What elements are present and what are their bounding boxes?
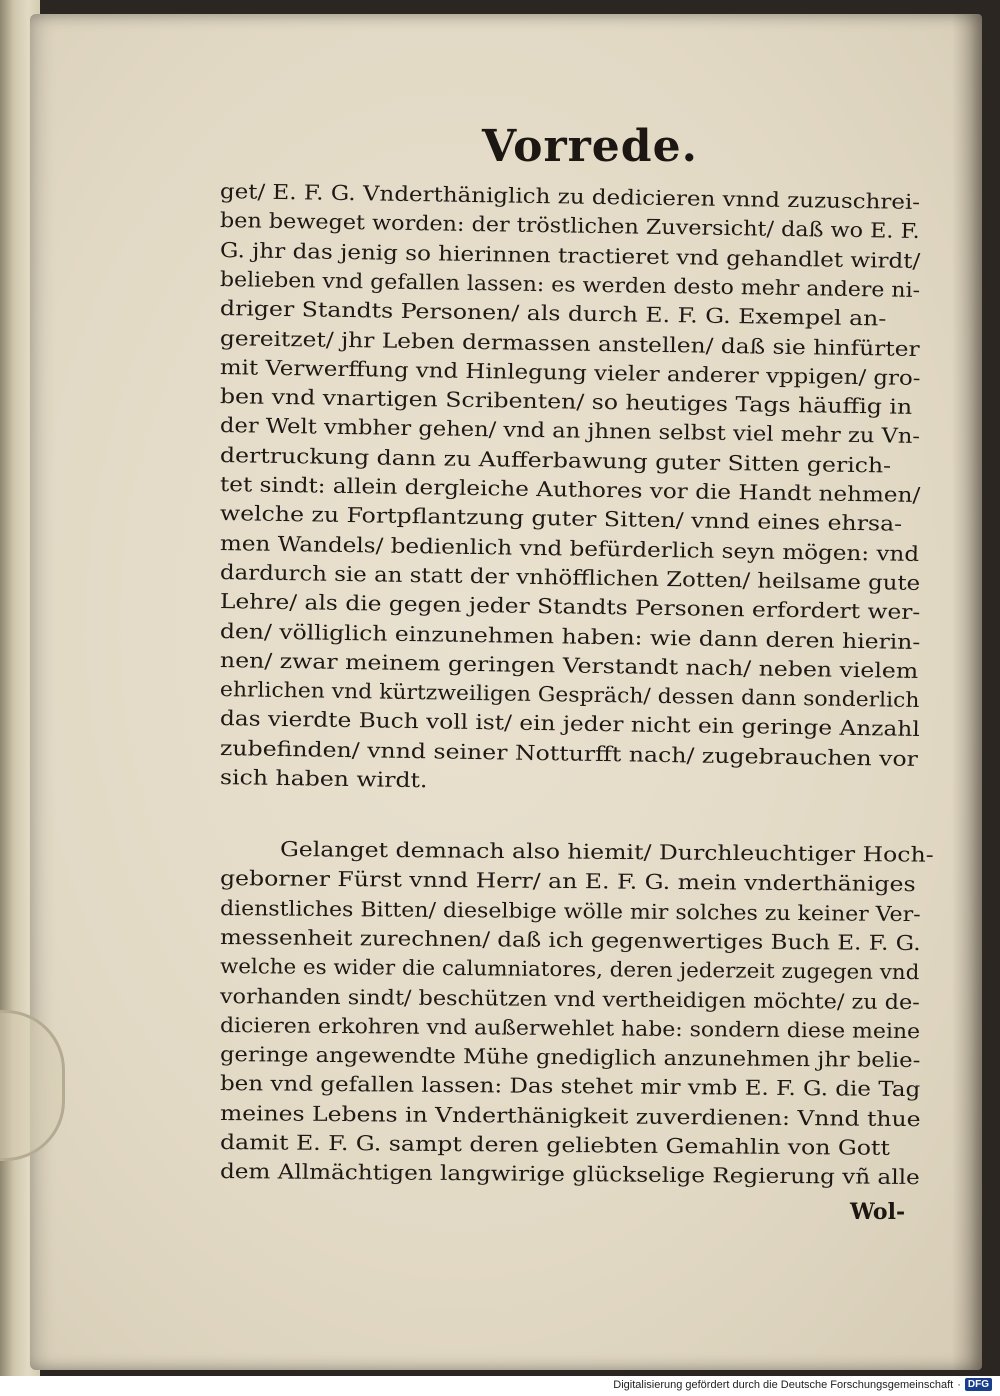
text-line: ben beweget worden: der tröstlichen Zuversicht/ daß wo E. F. <box>219 208 920 244</box>
text-line: welche es wider die calumniatores, deren jederzeit zugegen vnd <box>219 954 920 985</box>
text-line: dicieren erkohren vnd außerwehlet habe: sondern diese meine <box>219 1012 921 1043</box>
text-line: driger Standts Personen/ als durch E. F. G. Exempel an- <box>219 296 887 331</box>
text-line: Gelanget demnach also hiemit/ Durchleuchtiger Hoch- <box>279 837 934 867</box>
text-body <box>30 14 982 1370</box>
text-line: den/ völliglich einzunehmen haben: wie dann deren hierin- <box>219 618 921 654</box>
footer-credit: Digitalisierung gefördert durch die Deutsche Forschungsgemeinschaft · DFG <box>613 1378 992 1391</box>
text-line: sich haben wirdt. <box>219 765 428 793</box>
text-line: ben vnd gefallen lassen: Das stehet mir vmb E. F. G. die Tag <box>219 1071 921 1102</box>
text-line: ben vnd vnartigen Scribenten/ so heutiges Tags häuffig in <box>219 384 913 419</box>
text-line: men Wandels/ bedienlich vnd befürderlich seyn mögen: vnd <box>219 530 920 566</box>
text-line: meines Lebens in Vnderthänigkeit zuverdienen: Vnnd thue <box>219 1100 921 1131</box>
text-line: ehrlichen vnd kürtzweiligen Gespräch/ dessen dann sonderlich <box>219 677 920 713</box>
page-heading: Vorrede. <box>482 121 698 172</box>
catchword: Wol- <box>850 1199 906 1225</box>
text-line: dienstliches Bitten/ dieselbige wölle mir solches zu keiner Ver- <box>219 895 921 926</box>
text-line: nen/ zwar meinem geringen Verstandt nach/ neben vielem <box>219 647 919 683</box>
text-line: geborner Fürst vnnd Herr/ an E. F. G. mein vnderthäniges <box>219 866 916 897</box>
text-line: gereitzet/ jhr Leben dermassen anstellen/ daß sie hinfürter <box>219 325 920 361</box>
text-line: damit E. F. G. sampt deren geliebten Gemahlin von Gott <box>219 1130 891 1160</box>
text-line: mit Verwerffung vnd Hinlegung vieler anderer vppigen/ gro- <box>219 354 921 390</box>
text-line: belieben vnd gefallen lassen: es werden desto mehr andere ni- <box>219 266 921 302</box>
text-line: messenheit zurechnen/ daß ich gegenwertiges Buch E. F. G. <box>219 924 921 956</box>
text-line: dertruckung dann zu Aufferbawung guter Sitten gerich- <box>219 442 892 478</box>
book-page <box>30 14 982 1370</box>
text-line: welche zu Fortpflantzung guter Sitten/ vnnd eines ehrsa- <box>219 501 903 537</box>
text-line: geringe angewendte Mühe gnediglich anzunehmen jhr belie- <box>219 1042 921 1073</box>
dfg-logo-icon: DFG <box>965 1378 992 1391</box>
text-line: vorhanden sindt/ beschützen vnd vertheidigen möchte/ zu de- <box>219 983 920 1014</box>
text-line: Lehre/ als die gegen jeder Standts Personen erfordert wer- <box>219 589 921 625</box>
text-line: das vierdte Buch voll ist/ ein jeder nicht ein geringe Anzahl <box>219 706 920 742</box>
text-line: dardurch sie an statt der vnhöfflichen Zotten/ heilsame gute <box>219 559 921 595</box>
text-line: der Welt vmbher gehen/ vnd an jhnen selbst viel mehr zu Vn- <box>219 413 921 449</box>
text-line: G. jhr das jenig so hierinnen tractieret vnd gehandlet wirdt/ <box>219 237 921 273</box>
text-line: dem Allmächtigen langwirige glückselige Regierung vñ alle <box>219 1159 920 1190</box>
text-line: get/ E. F. G. Vnderthäniglich zu dedicieren vnnd zuzuschrei- <box>219 179 921 214</box>
footer-credit-text: Digitalisierung gefördert durch die Deutsche Forschungsgemeinschaft <box>613 1378 954 1391</box>
text-line: zubefinden/ vnnd seiner Notturfft nach/ zugebrauchen vor <box>219 735 919 771</box>
text-line: tet sindt: allein dergleiche Authores vor die Handt nehmen/ <box>219 472 921 507</box>
